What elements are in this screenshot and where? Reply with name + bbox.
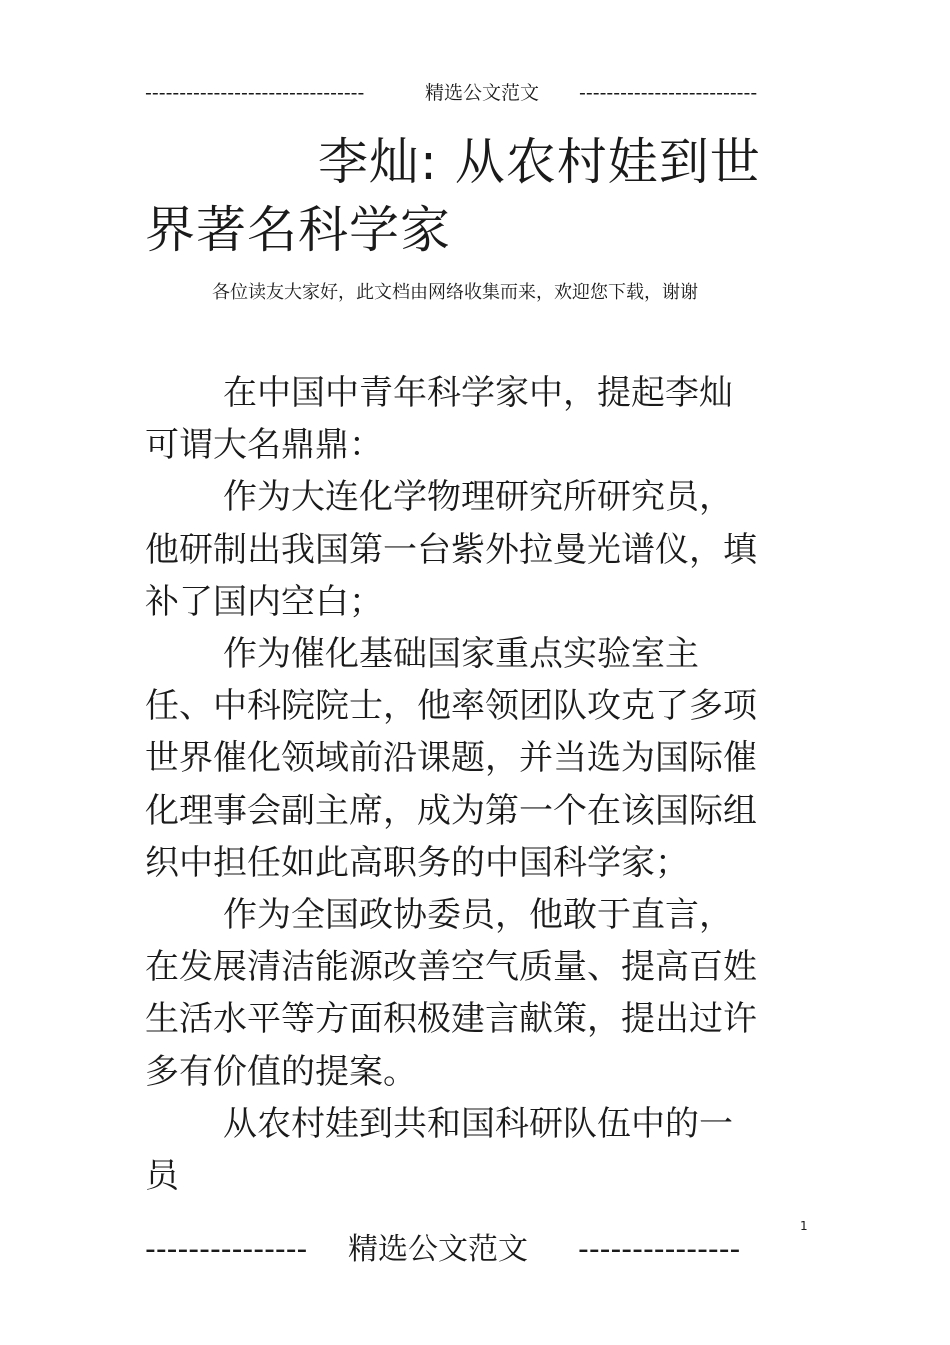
paragraph-2: 作为大连化学物理研究所研究员，他研制出我国第一台紫外拉曼光谱仪，填补了国内空白； [145,477,757,622]
document-title: 李灿: 从农村娃到世界著名科学家 [145,133,761,259]
header-dash-right: -------------------------- [579,82,758,104]
document-body [145,367,760,1202]
footer-dash-right: --------------- [578,1232,741,1267]
paragraph-5: 从农村娃到共和国科研队伍中的一员 [145,1103,733,1197]
page-number: 1 [800,1219,808,1233]
footer-label: 精选公文范文 [348,1232,528,1267]
page-footer [145,1228,775,1272]
document-subtitle: 各位读友大家好，此文档由网络收集而来，欢迎您下载，谢谢 [212,282,698,303]
page-header [145,78,775,108]
footer-dash-left: --------------- [145,1232,308,1267]
header-label: 精选公文范文 [425,82,540,104]
paragraph-3: 作为催化基础国家重点实验室主任、中科院院士，他率领团队攻克了多项世界催化领域前沿课题，并当选为国际催化理事会副主席，成为第一个在该国际组织中担任如此高职务的中国科学家； [145,634,757,883]
header-dash-left: -------------------------------- [145,82,365,104]
paragraph-1: 在中国中青年科学家中，提起李灿可谓大名鼎鼎： [145,373,733,466]
paragraph-4: 作为全国政协委员，他敢于直言，在发展清洁能源改善空气质量、提高百姓生活水平等方面积极建言献策，提出过许多有价值的提案。 [145,895,757,1092]
